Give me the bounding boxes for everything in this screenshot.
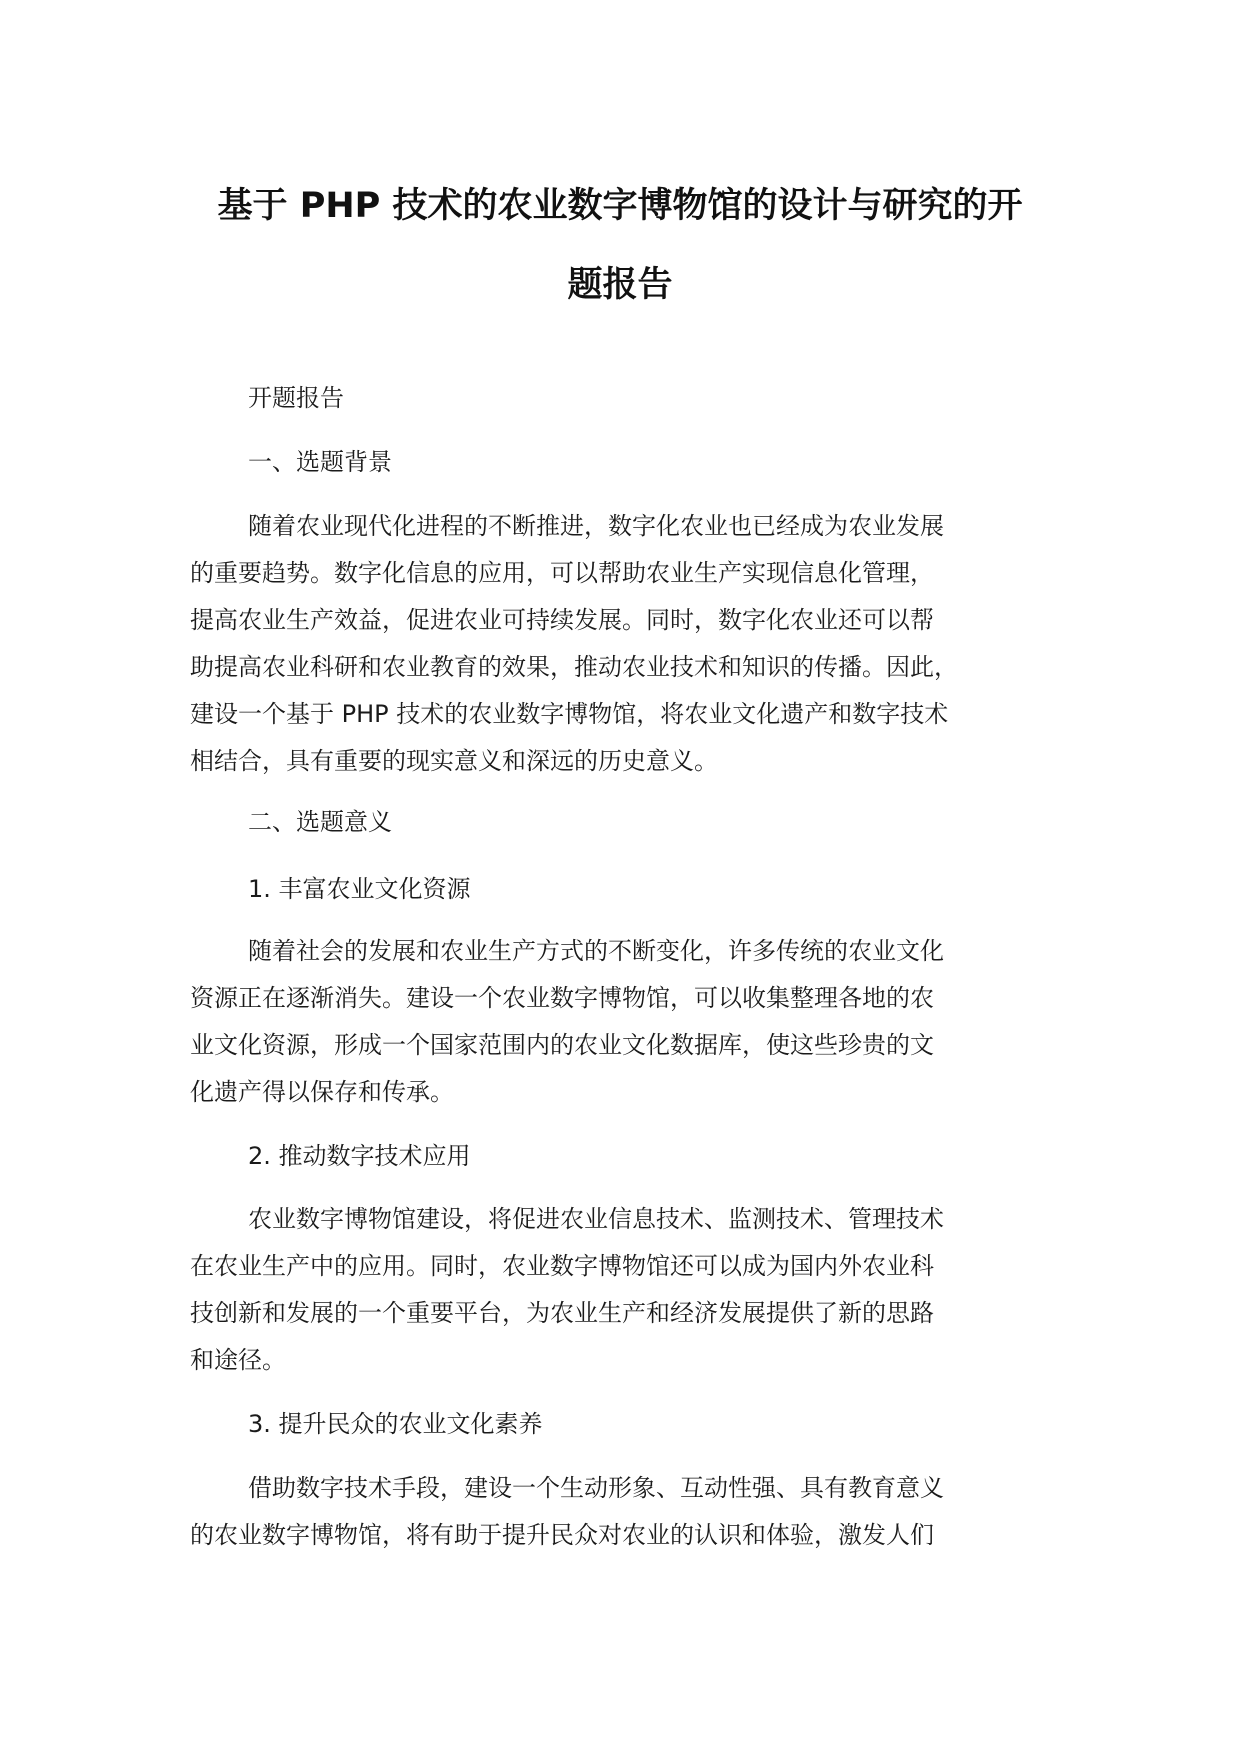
paragraph-line: 在农业生产中的应用。同时，农业数字博物馆还可以成为国内外农业科	[190, 1252, 934, 1280]
report-label: 开题报告	[248, 384, 344, 412]
paragraph-line: 提高农业生产效益，促进农业可持续发展。同时，数字化农业还可以帮	[190, 606, 934, 634]
paragraph-line: 和途径。	[190, 1346, 286, 1374]
paragraph-line: 随着社会的发展和农业生产方式的不断变化，许多传统的农业文化	[248, 937, 944, 965]
subheading-digital-technology: 2. 推动数字技术应用	[248, 1142, 471, 1170]
paragraph-line: 相结合，具有重要的现实意义和深远的历史意义。	[190, 747, 718, 775]
paragraph-line: 的农业数字博物馆，将有助于提升民众对农业的认识和体验，激发人们	[190, 1521, 934, 1549]
document-title-line-2: 题报告	[567, 265, 673, 305]
section-heading-background: 一、选题背景	[248, 448, 392, 476]
paragraph-line: 业文化资源，形成一个国家范围内的农业文化数据库，使这些珍贵的文	[190, 1031, 934, 1059]
paragraph-line: 资源正在逐渐消失。建设一个农业数字博物馆，可以收集整理各地的农	[190, 984, 934, 1012]
paragraph-line: 农业数字博物馆建设，将促进农业信息技术、监测技术、管理技术	[248, 1205, 944, 1233]
paragraph-cultural-resources	[190, 928, 1095, 1116]
subheading-cultural-resources: 1. 丰富农业文化资源	[248, 875, 471, 903]
paragraph-line: 化遗产得以保存和传承。	[190, 1078, 454, 1106]
paragraph-cultural-literacy	[190, 1465, 1095, 1559]
paragraph-line: 建设一个基于 PHP 技术的农业数字博物馆，将农业文化遗产和数字技术	[190, 700, 949, 728]
paragraph-line: 助提高农业科研和农业教育的效果，推动农业技术和知识的传播。因此，	[190, 653, 958, 681]
section-heading-significance: 二、选题意义	[248, 808, 392, 836]
paragraph-line: 技创新和发展的一个重要平台，为农业生产和经济发展提供了新的思路	[190, 1299, 934, 1327]
paragraph-line: 的重要趋势。数字化信息的应用，可以帮助农业生产实现信息化管理，	[190, 559, 934, 587]
paragraph-line: 借助数字技术手段，建设一个生动形象、互动性强、具有教育意义	[248, 1474, 944, 1502]
subheading-cultural-literacy: 3. 提升民众的农业文化素养	[248, 1410, 543, 1438]
document-title-line-1: 基于 PHP 技术的农业数字博物馆的设计与研究的开	[217, 186, 1023, 226]
paragraph-background	[190, 503, 1095, 785]
paragraph-line: 随着农业现代化进程的不断推进，数字化农业也已经成为农业发展	[248, 512, 944, 540]
paragraph-digital-technology	[190, 1196, 1095, 1384]
